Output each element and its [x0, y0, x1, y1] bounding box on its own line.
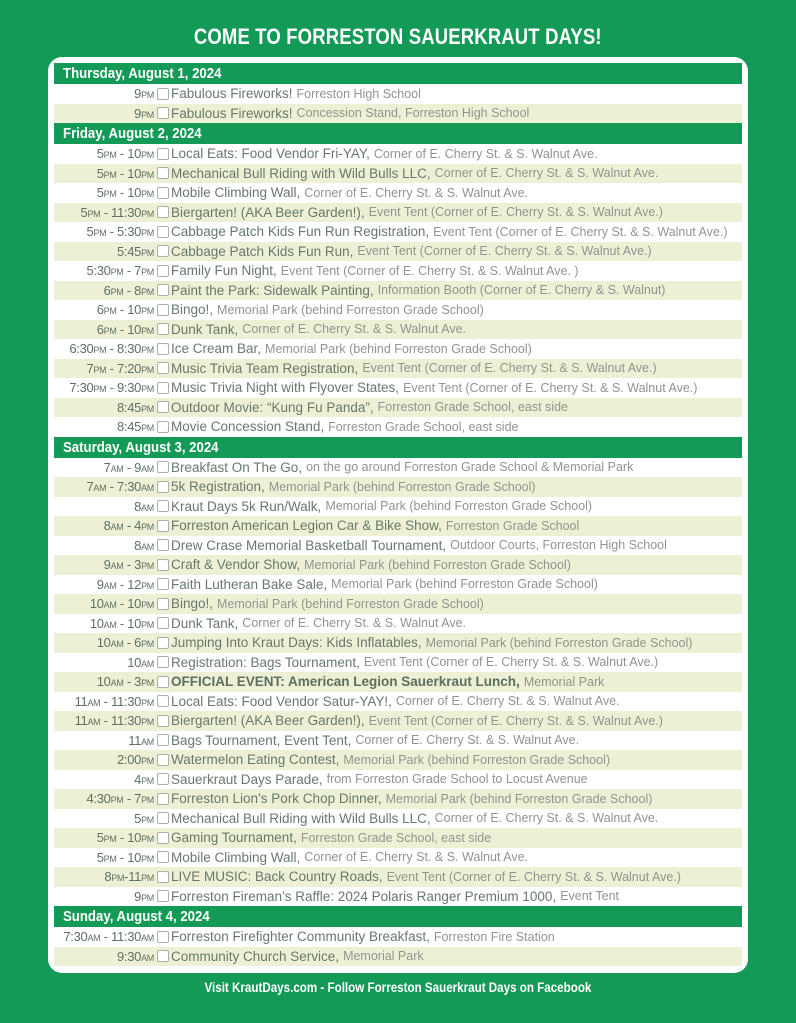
event-row	[54, 711, 742, 731]
event-row	[54, 417, 742, 437]
event-checkbox[interactable]	[157, 304, 169, 316]
event-time: 9am - 12pm	[96, 576, 154, 592]
event-checkbox[interactable]	[157, 539, 169, 551]
event-name: Dunk Tank,	[171, 615, 239, 631]
footer-text: Visit KrautDays.com - Follow Forreston Sauerkraut Days on Facebook	[204, 980, 592, 995]
event-time: 5:45pm	[116, 243, 154, 259]
event-row	[54, 770, 742, 790]
event-time: 10am - 10pm	[89, 596, 154, 612]
event-location: Forreston Grade School, east side	[300, 830, 492, 845]
event-checkbox[interactable]	[157, 148, 169, 160]
event-name: Biergarten! (AKA Beer Garden!),	[171, 713, 365, 729]
event-time: 9pm	[134, 888, 154, 904]
event-time: 11am - 11:30pm	[74, 713, 154, 729]
event-time: 4pm	[134, 771, 154, 787]
event-row	[54, 672, 742, 692]
event-name: Paint the Park: Sidewalk Painting,	[171, 282, 374, 298]
event-time: 9:30am	[116, 948, 154, 964]
event-time: 9pm	[134, 86, 154, 102]
event-location: Event Tent (Corner of E. Cherry St. & S. Walnut Ave. )	[280, 263, 579, 278]
event-row	[54, 261, 742, 281]
event-checkbox[interactable]	[157, 890, 169, 902]
event-time: 10am - 6pm	[96, 635, 154, 651]
event-checkbox[interactable]	[157, 950, 169, 962]
event-row	[54, 927, 742, 947]
event-name: Kraut Days 5k Run/Walk,	[171, 498, 322, 514]
event-checkbox[interactable]	[157, 167, 169, 179]
event-row	[54, 633, 742, 653]
event-time: 5pm	[134, 810, 154, 826]
event-location: Forreston Grade School	[445, 518, 580, 533]
event-row	[54, 750, 742, 770]
event-name: Watermelon Eating Contest,	[171, 752, 340, 768]
event-location: Event Tent	[560, 889, 620, 904]
event-location: Event Tent (Corner of E. Cherry St. & S. Walnut Ave.)	[433, 224, 728, 239]
event-name: Faith Lutheran Bake Sale,	[171, 576, 328, 592]
event-time: 2:00pm	[116, 752, 154, 768]
event-time: 6pm - 10pm	[96, 321, 154, 337]
event-row	[54, 555, 742, 575]
event-location: Memorial Park	[343, 949, 424, 964]
event-name: Movie Concession Stand,	[171, 419, 325, 435]
event-time: 11am - 11:30pm	[74, 693, 154, 709]
event-location: Corner of E. Cherry St. & S. Walnut Ave.	[355, 733, 580, 748]
event-row	[54, 536, 742, 556]
event-time: 5pm - 10pm	[96, 849, 154, 865]
event-name: Drew Crase Memorial Basketball Tournament,	[171, 537, 447, 553]
event-name: Community Church Service,	[171, 948, 340, 964]
event-time: 5pm - 10pm	[96, 165, 154, 181]
event-time: 6:30pm - 8:30pm	[69, 341, 154, 357]
event-checkbox[interactable]	[157, 265, 169, 277]
event-location: Memorial Park (behind Forreston Grade School)	[304, 557, 571, 572]
schedule-card	[48, 57, 748, 973]
event-row	[54, 789, 742, 809]
day-header	[54, 437, 742, 458]
event-row	[54, 614, 742, 634]
event-location: Memorial Park (behind Forreston Grade School)	[343, 752, 611, 767]
day-header-label: Friday, August 2, 2024	[63, 125, 202, 142]
event-checkbox[interactable]	[157, 421, 169, 433]
event-location: Forreston Grade School, east side	[377, 400, 568, 415]
event-checkbox[interactable]	[157, 401, 169, 413]
event-name: Music Trivia Team Registration,	[171, 360, 359, 376]
event-name: Biergarten! (AKA Beer Garden!),	[171, 204, 365, 220]
event-checkbox[interactable]	[157, 832, 169, 844]
event-location: Memorial Park (behind Forreston Grade School)	[217, 596, 484, 611]
event-name: Registration: Bags Tournament,	[171, 654, 360, 670]
event-location: Corner of E. Cherry St. & S. Walnut Ave.	[304, 185, 528, 200]
event-checkbox[interactable]	[157, 500, 169, 512]
event-checkbox[interactable]	[157, 323, 169, 335]
event-row	[54, 203, 742, 223]
event-location: Outdoor Courts, Forreston High School	[450, 538, 667, 553]
event-location: Memorial Park (behind Forreston Grade School)	[331, 577, 598, 592]
event-checkbox[interactable]	[157, 245, 169, 257]
event-name: Mobile Climbing Wall,	[171, 185, 301, 201]
event-checkbox[interactable]	[157, 107, 169, 119]
event-time: 7:30pm - 9:30pm	[69, 380, 154, 396]
event-row	[54, 359, 742, 379]
event-time: 5pm - 10pm	[96, 830, 154, 846]
event-location: Corner of E. Cherry St. & S. Walnut Ave.	[395, 694, 620, 709]
event-time: 10am - 10pm	[89, 615, 154, 631]
event-row	[54, 398, 742, 418]
event-name: Fabulous Fireworks!	[171, 86, 293, 102]
event-location: Concession Stand, Forreston High School	[296, 106, 530, 121]
event-time: 10am - 3pm	[96, 674, 154, 690]
event-time: 8:45pm	[116, 399, 154, 415]
event-name: Ice Cream Bar,	[171, 341, 262, 357]
event-location: Forreston Fire Station	[433, 929, 555, 944]
day-header	[54, 123, 742, 144]
event-row	[54, 653, 742, 673]
event-checkbox[interactable]	[157, 206, 169, 218]
event-name: Forreston Lion’s Pork Chop Dinner,	[171, 791, 382, 807]
event-row	[54, 692, 742, 712]
event-row	[54, 458, 742, 478]
event-checkbox[interactable]	[157, 754, 169, 766]
event-location: Memorial Park (behind Forreston Grade School)	[325, 499, 593, 514]
event-row	[54, 144, 742, 164]
page-title: COME TO FORRESTON SAUERKRAUT DAYS!	[194, 24, 602, 49]
event-name: Mobile Climbing Wall,	[171, 849, 301, 865]
event-location: on the go around Forreston Grade School & Memorial Park	[306, 460, 634, 475]
page-header	[0, 24, 796, 50]
event-location: Event Tent (Corner of E. Cherry St. & S. Walnut Ave.)	[368, 205, 663, 220]
event-checkbox[interactable]	[157, 598, 169, 610]
event-name: Outdoor Movie: “Kung Fu Panda”,	[171, 399, 374, 415]
event-location: Corner of E. Cherry St. & S. Walnut Ave.	[434, 811, 659, 826]
event-location: Event Tent (Corner of E. Cherry St. & S. Walnut Ave.)	[386, 869, 681, 884]
event-time: 7am - 7:30am	[86, 479, 154, 495]
event-row	[54, 281, 742, 301]
event-name: Fabulous Fireworks!	[171, 105, 293, 121]
event-checkbox[interactable]	[157, 559, 169, 571]
event-name: Family Fun Night,	[171, 263, 277, 279]
event-row	[54, 242, 742, 262]
event-name: Forreston American Legion Car & Bike Show,	[171, 518, 442, 534]
event-checkbox[interactable]	[157, 343, 169, 355]
event-location: Event Tent (Corner of E. Cherry St. & S. Walnut Ave.)	[362, 361, 657, 376]
event-name: Craft & Vendor Show,	[171, 557, 301, 573]
day-header	[54, 906, 742, 927]
event-name: Local Eats: Food Vendor Satur-YAY!,	[171, 693, 392, 709]
event-location: Event Tent (Corner of E. Cherry St. & S. Walnut Ave.)	[357, 244, 652, 259]
event-checkbox[interactable]	[157, 734, 169, 746]
event-time: 10am	[127, 654, 154, 670]
event-row	[54, 594, 742, 614]
event-checkbox[interactable]	[157, 284, 169, 296]
event-name: Local Eats: Food Vendor Fri-YAY,	[171, 146, 370, 162]
event-time: 9pm	[134, 105, 154, 121]
day-header-label: Sunday, August 4, 2024	[63, 908, 210, 925]
event-location: Forreston High School	[296, 86, 421, 101]
event-name: Music Trivia Night with Flyover States,	[171, 380, 400, 396]
event-checkbox[interactable]	[157, 637, 169, 649]
event-row	[54, 731, 742, 751]
event-checkbox[interactable]	[157, 481, 169, 493]
event-location: Forreston Grade School, east side	[328, 419, 519, 434]
event-row	[54, 516, 742, 536]
event-location: Event Tent (Corner of E. Cherry St. & S. Walnut Ave.)	[363, 655, 659, 670]
event-time: 4:30pm - 7pm	[86, 791, 154, 807]
event-time: 8am	[134, 498, 154, 514]
event-checkbox[interactable]	[157, 695, 169, 707]
event-row	[54, 947, 742, 967]
event-row	[54, 84, 742, 104]
event-time: 5pm - 10pm	[96, 185, 154, 201]
event-time: 5pm - 11:30pm	[80, 204, 154, 220]
event-location: Corner of E. Cherry St. & S. Walnut Ave.	[373, 146, 598, 161]
event-checkbox[interactable]	[157, 88, 169, 100]
event-checkbox[interactable]	[157, 226, 169, 238]
event-location: Information Booth (Corner of E. Cherry & S. Walnut)	[377, 283, 666, 298]
event-time: 7pm - 7:20pm	[86, 360, 154, 376]
event-time: 5pm - 10pm	[96, 146, 154, 162]
event-location: Memorial Park (behind Forreston Grade School)	[265, 341, 532, 356]
page-footer	[0, 979, 796, 997]
event-location: Event Tent (Corner of E. Cherry St. & S. Walnut Ave.)	[368, 713, 663, 728]
event-time: 8am - 4pm	[103, 518, 154, 534]
event-name: Dunk Tank,	[171, 321, 239, 337]
event-location: Corner of E. Cherry St. & S. Walnut Ave.	[304, 850, 528, 865]
event-row	[54, 477, 742, 497]
event-name: Cabbage Patch Kids Fun Run,	[171, 243, 354, 259]
event-checkbox[interactable]	[157, 931, 169, 943]
event-name: Bingo!,	[171, 302, 214, 318]
event-name: Sauerkraut Days Parade,	[171, 771, 323, 787]
event-row	[54, 867, 742, 887]
event-location: from Forreston Grade School to Locust Avenue	[326, 772, 588, 787]
event-name: Forreston Firefighter Community Breakfast,	[171, 929, 430, 945]
event-row	[54, 497, 742, 517]
event-time: 7:30am - 11:30am	[63, 929, 154, 945]
event-row	[54, 378, 742, 398]
event-time: 5pm - 5:30pm	[86, 224, 154, 240]
event-checkbox[interactable]	[157, 461, 169, 473]
event-row	[54, 575, 742, 595]
event-name: Gaming Tournament,	[171, 830, 297, 846]
event-time: 6pm - 10pm	[96, 302, 154, 318]
event-checkbox[interactable]	[157, 187, 169, 199]
event-time: 6pm - 8pm	[103, 282, 154, 298]
event-checkbox[interactable]	[157, 656, 169, 668]
event-row	[54, 300, 742, 320]
event-row	[54, 887, 742, 907]
event-checkbox[interactable]	[157, 871, 169, 883]
event-time: 8am	[134, 537, 154, 553]
event-location: Corner of E. Cherry St. & S. Walnut Ave.	[434, 166, 659, 181]
event-location: Corner of E. Cherry St. & S. Walnut Ave.	[242, 616, 466, 631]
event-checkbox[interactable]	[157, 773, 169, 785]
event-checkbox[interactable]	[157, 578, 169, 590]
day-header-label: Thursday, August 1, 2024	[63, 65, 222, 82]
event-location: Memorial Park (behind Forreston Grade School)	[385, 791, 653, 806]
event-name: Bingo!,	[171, 596, 214, 612]
event-time: 11am	[128, 732, 154, 748]
event-row	[54, 320, 742, 340]
event-checkbox[interactable]	[157, 793, 169, 805]
event-time: 7am - 9am	[103, 459, 154, 475]
event-name: Bags Tournament, Event Tent,	[171, 732, 352, 748]
event-name: 5k Registration,	[171, 479, 265, 495]
event-name: Mechanical Bull Riding with Wild Bulls LLC,	[171, 165, 431, 181]
event-time: 5:30pm - 7pm	[86, 263, 154, 279]
event-checkbox[interactable]	[157, 851, 169, 863]
event-name: OFFICIAL EVENT: American Legion Sauerkraut Lunch,	[171, 674, 520, 690]
event-row	[54, 339, 742, 359]
event-checkbox[interactable]	[157, 676, 169, 688]
event-location: Memorial Park	[523, 674, 605, 689]
day-header	[54, 63, 742, 84]
event-location: Event Tent (Corner of E. Cherry St. & S. Walnut Ave.)	[403, 380, 698, 395]
event-time: 8pm-11pm	[104, 869, 154, 885]
event-location: Memorial Park (behind Forreston Grade School)	[425, 635, 693, 650]
event-row	[54, 809, 742, 829]
event-name: LIVE MUSIC: Back Country Roads,	[171, 869, 383, 885]
day-header-label: Saturday, August 3, 2024	[63, 438, 219, 456]
event-name: Jumping Into Kraut Days: Kids Inflatables,	[171, 635, 422, 651]
event-location: Memorial Park (behind Forreston Grade School)	[217, 302, 484, 317]
event-name: Breakfast On The Go,	[171, 459, 303, 475]
event-time: 8:45pm	[116, 419, 154, 435]
event-row	[54, 164, 742, 184]
event-checkbox[interactable]	[157, 715, 169, 727]
event-name: Mechanical Bull Riding with Wild Bulls LLC,	[171, 810, 431, 826]
event-row	[54, 183, 742, 203]
event-time: 9am - 3pm	[103, 557, 154, 573]
event-row	[54, 828, 742, 848]
event-location: Corner of E. Cherry St. & S. Walnut Ave.	[242, 322, 466, 337]
event-name: Cabbage Patch Kids Fun Run Registration,	[171, 224, 430, 240]
event-row	[54, 222, 742, 242]
event-checkbox[interactable]	[157, 812, 169, 824]
event-row	[54, 104, 742, 124]
event-name: Forreston Fireman’s Raffle: 2024 Polaris Ranger Premium 1000,	[171, 888, 557, 904]
event-checkbox[interactable]	[157, 520, 169, 532]
event-checkbox[interactable]	[157, 382, 169, 394]
event-location: Memorial Park (behind Forreston Grade School)	[268, 479, 536, 494]
event-checkbox[interactable]	[157, 617, 169, 629]
event-row	[54, 848, 742, 868]
event-checkbox[interactable]	[157, 362, 169, 374]
